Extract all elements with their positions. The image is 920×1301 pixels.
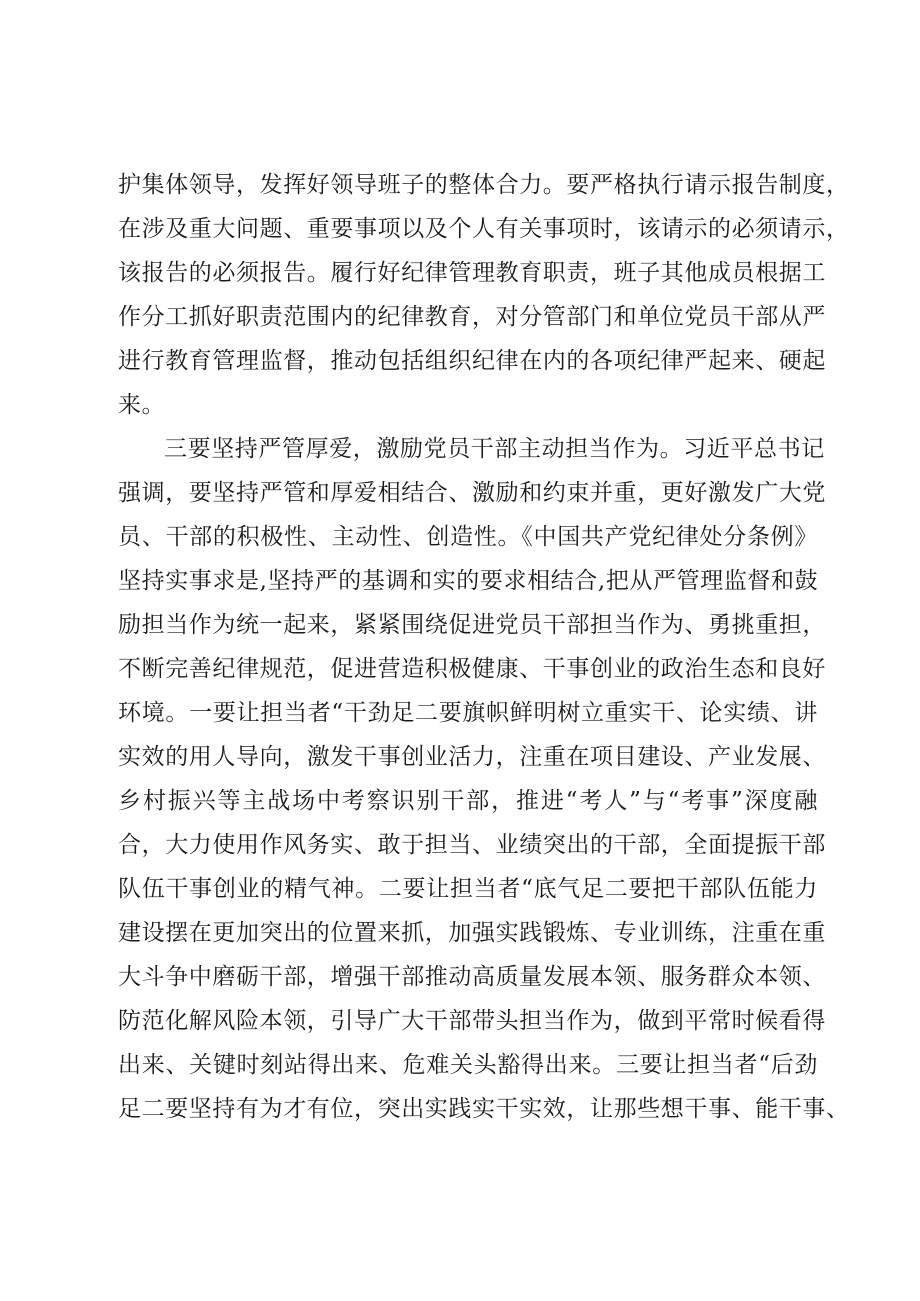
- text-line: 强调，要坚持严管和厚爱相结合、激励和约束并重，更好激发广大党: [118, 480, 826, 506]
- text-line: 坚持实事求是,坚持严的基调和实的要求相结合,把从严管理监督和鼓: [118, 568, 819, 594]
- text-line: 不断完善纪律规范，促进营造积极健康、干事创业的政治生态和良好: [118, 656, 826, 682]
- text-line: 实效的用人导向，激发干事创业活力，注重在项目建设、产业发展、: [118, 744, 826, 770]
- text-line: 合，大力使用作风务实、敢于担当、业绩突出的干部，全面提振干部: [118, 832, 826, 858]
- text-line: 队伍干事创业的精气神。二要让担当者“底气足二要把干部队伍能力: [118, 876, 818, 902]
- text-line: 环境。一要让担当者“干劲足二要旗帜鲜明树立重实干、论实绩、讲: [118, 700, 818, 726]
- text-line: 来。: [118, 392, 166, 418]
- text-line: 乡村振兴等主战场中考察识别干部，推进“考人”与“考事”深度融: [118, 788, 818, 814]
- text-line: 出来、关键时刻站得出来、危难关头豁得出来。三要让担当者“后劲: [118, 1052, 818, 1078]
- text-line: 在涉及重大问题、重要事项以及个人有关事项时，该请示的必须请示，: [118, 216, 850, 242]
- text-line: 足二要坚持有为才有位，突出实践实干实效，让那些想干事、能干事、: [118, 1096, 850, 1122]
- text-line: 防范化解风险本领，引导广大干部带头担当作为，做到平常时候看得: [118, 1008, 826, 1034]
- text-line: 大斗争中磨砺干部，增强干部推动高质量发展本领、服务群众本领、: [118, 964, 826, 990]
- text-line: 员、干部的积极性、主动性、创造性。《中国共产党纪律处分条例》: [118, 524, 818, 550]
- text-line: 进行教育管理监督，推动包括组织纪律在内的各项纪律严起来、硬起: [118, 348, 826, 374]
- paragraph-first-line: 三要坚持严管厚爱，激励党员干部主动担当作为。习近平总书记: [164, 436, 825, 462]
- text-line: 护集体领导，发挥好领导班子的整体合力。要严格执行请示报告制度，: [118, 172, 850, 198]
- text-line: 该报告的必须报告。履行好纪律管理教育职责，班子其他成员根据工: [118, 260, 826, 286]
- text-line: 作分工抓好职责范围内的纪律教育，对分管部门和单位党员干部从严: [118, 304, 826, 330]
- text-line: 励担当作为统一起来，紧紧围绕促进党员干部担当作为、勇挑重担，: [118, 612, 826, 638]
- text-line: 建设摆在更加突出的位置来抓，加强实践锻炼、专业训练，注重在重: [118, 920, 826, 946]
